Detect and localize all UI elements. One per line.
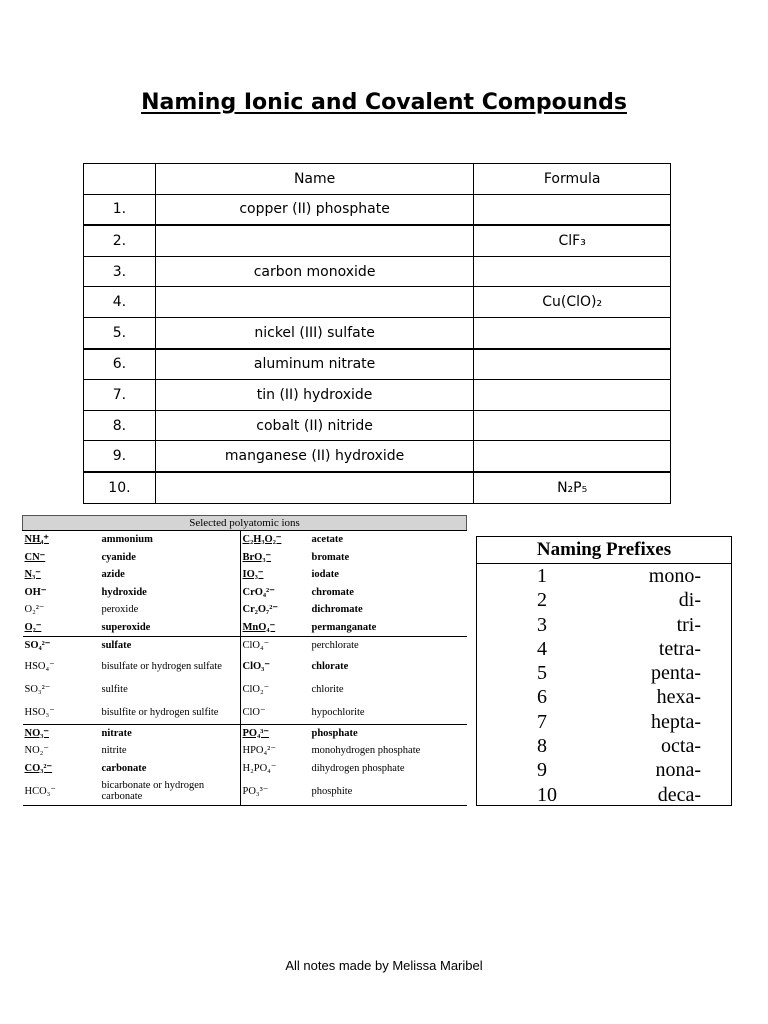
prefix-number: 10	[537, 783, 557, 806]
row-number: 9.	[84, 441, 156, 472]
ion-name: phosphite	[311, 785, 353, 797]
row-formula-cell[interactable]	[474, 410, 671, 441]
ion-name: peroxide	[100, 601, 241, 619]
table-row	[84, 287, 671, 318]
ion-name: chromate	[311, 586, 354, 598]
table-row	[84, 380, 671, 411]
ion-row	[23, 549, 467, 567]
prefix-text: deca-	[657, 783, 701, 806]
prefix-text: tri-	[676, 613, 701, 636]
ion-formula: HPO₄²⁻	[242, 745, 276, 757]
ion-name: dihydrogen phosphate	[311, 762, 405, 774]
prefix-number: 9	[537, 759, 547, 782]
prefix-number: 3	[537, 613, 547, 636]
ion-name: bromate	[311, 551, 350, 563]
ion-name: phosphate	[310, 724, 467, 742]
ion-name: dichromate	[311, 604, 363, 616]
row-name-cell[interactable]: carbon monoxide	[155, 256, 473, 287]
prefixes-title: Naming Prefixes	[477, 537, 731, 564]
ions-table-title: Selected polyatomic ions	[23, 516, 467, 531]
prefix-text: mono-	[648, 565, 701, 587]
prefix-row	[477, 758, 731, 782]
ion-row	[23, 760, 467, 778]
prefix-row	[477, 588, 731, 612]
ion-formula: Cr₂O₇²⁻	[242, 604, 278, 616]
prefix-row	[477, 564, 731, 588]
ion-formula: CrO₄²⁻	[242, 586, 275, 598]
row-name-cell[interactable]: copper (II) phosphate	[155, 194, 473, 225]
table-row	[84, 472, 671, 503]
prefix-row	[477, 685, 731, 709]
row-name-cell[interactable]: nickel (III) sulfate	[155, 317, 473, 348]
ion-formula: CN⁻	[24, 551, 46, 563]
table-row	[84, 349, 671, 380]
row-formula-cell[interactable]	[474, 380, 671, 411]
row-formula-cell[interactable]	[474, 256, 671, 287]
prefix-number: 8	[537, 735, 547, 758]
row-number: 2.	[84, 225, 156, 256]
prefix-number: 2	[537, 589, 547, 612]
table-header-row	[84, 164, 671, 195]
ion-name: bisulfate or hydrogen sulfate	[100, 655, 241, 678]
ion-formula: OH⁻	[24, 586, 47, 598]
ion-row	[23, 584, 467, 602]
naming-prefixes-table	[476, 536, 732, 806]
table-row	[84, 256, 671, 287]
prefix-number: 4	[537, 637, 547, 660]
table-row	[84, 225, 671, 256]
prefix-text: penta-	[651, 662, 701, 685]
row-name-cell[interactable]	[155, 472, 473, 503]
ion-row	[23, 531, 467, 549]
prefix-row	[477, 637, 731, 661]
ion-name: hydroxide	[100, 584, 241, 602]
ion-formula: O₂⁻	[24, 621, 42, 633]
ion-row	[23, 655, 467, 678]
ion-name: sulfate	[100, 637, 241, 655]
prefix-text: di-	[678, 589, 701, 612]
prefix-text: octa-	[661, 735, 701, 758]
row-formula-cell[interactable]: N₂P₅	[474, 472, 671, 503]
row-number: 6.	[84, 349, 156, 380]
prefix-text: tetra-	[658, 637, 701, 660]
ion-formula: PO₃³⁻	[242, 785, 269, 797]
ion-formula: ClO⁻	[242, 706, 266, 718]
ion-name: chlorate	[311, 660, 349, 672]
ion-formula: HSO₃⁻	[24, 706, 55, 718]
ion-row	[23, 619, 467, 637]
ion-formula: N₃⁻	[24, 569, 41, 581]
row-name-cell[interactable]	[155, 225, 473, 256]
row-number: 7.	[84, 380, 156, 411]
ion-name: superoxide	[100, 619, 241, 637]
row-number: 1.	[84, 194, 156, 225]
table-row	[84, 410, 671, 441]
ion-row	[23, 777, 467, 806]
ion-row	[23, 742, 467, 760]
prefix-number: 5	[537, 662, 547, 685]
ion-formula: SO₃²⁻	[24, 683, 51, 695]
ion-formula: H₂PO₄⁻	[242, 762, 277, 774]
ion-name: carbonate	[100, 760, 241, 778]
ion-row	[23, 637, 467, 655]
ion-row	[23, 701, 467, 725]
row-number: 3.	[84, 256, 156, 287]
ion-formula: BrO₃⁻	[242, 551, 272, 563]
ion-row	[23, 601, 467, 619]
polyatomic-ions-table	[22, 515, 467, 806]
ion-name: monohydrogen phosphate	[311, 745, 421, 757]
prefix-text: hexa-	[656, 686, 701, 709]
ion-row	[23, 566, 467, 584]
prefix-number: 6	[537, 686, 547, 709]
ion-formula: ClO₃⁻	[242, 660, 270, 672]
row-number: 4.	[84, 287, 156, 318]
table-row	[84, 317, 671, 348]
ion-name: acetate	[311, 534, 343, 546]
footer-credit: All notes made by Melissa Maribel	[285, 958, 483, 973]
prefix-text: nona-	[655, 759, 701, 782]
row-number: 8.	[84, 410, 156, 441]
prefix-row	[477, 613, 731, 637]
row-name-cell[interactable]: aluminum nitrate	[155, 349, 473, 380]
ion-name: azide	[100, 566, 241, 584]
ion-formula: SO₄²⁻	[23, 637, 100, 655]
ion-row	[23, 678, 467, 701]
page-title: Naming Ionic and Covalent Compounds	[141, 90, 627, 115]
ion-name: iodate	[311, 569, 339, 581]
table-row	[84, 441, 671, 472]
ion-formula: CO₃²⁻	[24, 762, 53, 774]
prefix-text: hepta-	[651, 710, 701, 733]
ion-formula: NO₃⁻	[23, 724, 100, 742]
ion-formula: NH₄⁺	[24, 534, 49, 546]
row-name-cell[interactable]: cobalt (II) nitride	[155, 410, 473, 441]
ion-name: chlorite	[311, 683, 344, 695]
ion-name: permanganate	[311, 621, 377, 633]
row-name-cell[interactable]: manganese (II) hydroxide	[155, 441, 473, 472]
row-formula-cell[interactable]	[474, 441, 671, 472]
header-number	[84, 164, 156, 195]
prefix-number: 7	[537, 710, 547, 733]
prefix-row	[477, 710, 731, 734]
ion-name: bicarbonate or hydrogen carbonate	[100, 777, 241, 806]
row-number: 5.	[84, 317, 156, 348]
worksheet-table	[83, 163, 671, 504]
row-number: 10.	[84, 472, 156, 503]
row-formula-cell[interactable]: ClF₃	[474, 225, 671, 256]
ion-name: ammonium	[100, 531, 241, 549]
ion-row	[23, 724, 467, 742]
ion-formula: C₂H₃O₂⁻	[242, 534, 282, 546]
prefix-row	[477, 661, 731, 685]
ion-name: hypochlorite	[311, 706, 365, 718]
ion-name: nitrite	[100, 742, 241, 760]
row-name-cell[interactable]: tin (II) hydroxide	[155, 380, 473, 411]
header-formula: Formula	[474, 164, 671, 195]
header-name: Name	[155, 164, 473, 195]
ion-formula: ClO₄⁻	[240, 637, 310, 655]
ion-formula: ClO₂⁻	[242, 683, 270, 695]
ion-name: bisulfite or hydrogen sulfite	[100, 701, 241, 725]
ion-formula: MnO₄⁻	[242, 621, 276, 633]
prefix-number: 1	[537, 565, 547, 587]
ion-name: perchlorate	[310, 637, 467, 655]
row-formula-cell[interactable]	[474, 349, 671, 380]
row-formula-cell[interactable]: Cu(ClO)₂	[474, 287, 671, 318]
ion-formula: O₂²⁻	[24, 604, 45, 616]
ion-formula: NO₂⁻	[24, 745, 49, 757]
ion-name: cyanide	[100, 549, 241, 567]
table-row	[84, 194, 671, 225]
ion-name: nitrate	[100, 724, 241, 742]
ion-formula: HCO₃⁻	[24, 785, 56, 797]
ion-formula: IO₃⁻	[242, 569, 264, 581]
ion-formula: HSO₄⁻	[24, 660, 55, 672]
row-formula-cell[interactable]	[474, 194, 671, 225]
row-name-cell[interactable]	[155, 287, 473, 318]
prefix-row	[477, 783, 731, 807]
ion-formula: PO₄³⁻	[240, 724, 310, 742]
ion-name: sulfite	[100, 678, 241, 701]
prefix-row	[477, 734, 731, 758]
row-formula-cell[interactable]	[474, 317, 671, 348]
